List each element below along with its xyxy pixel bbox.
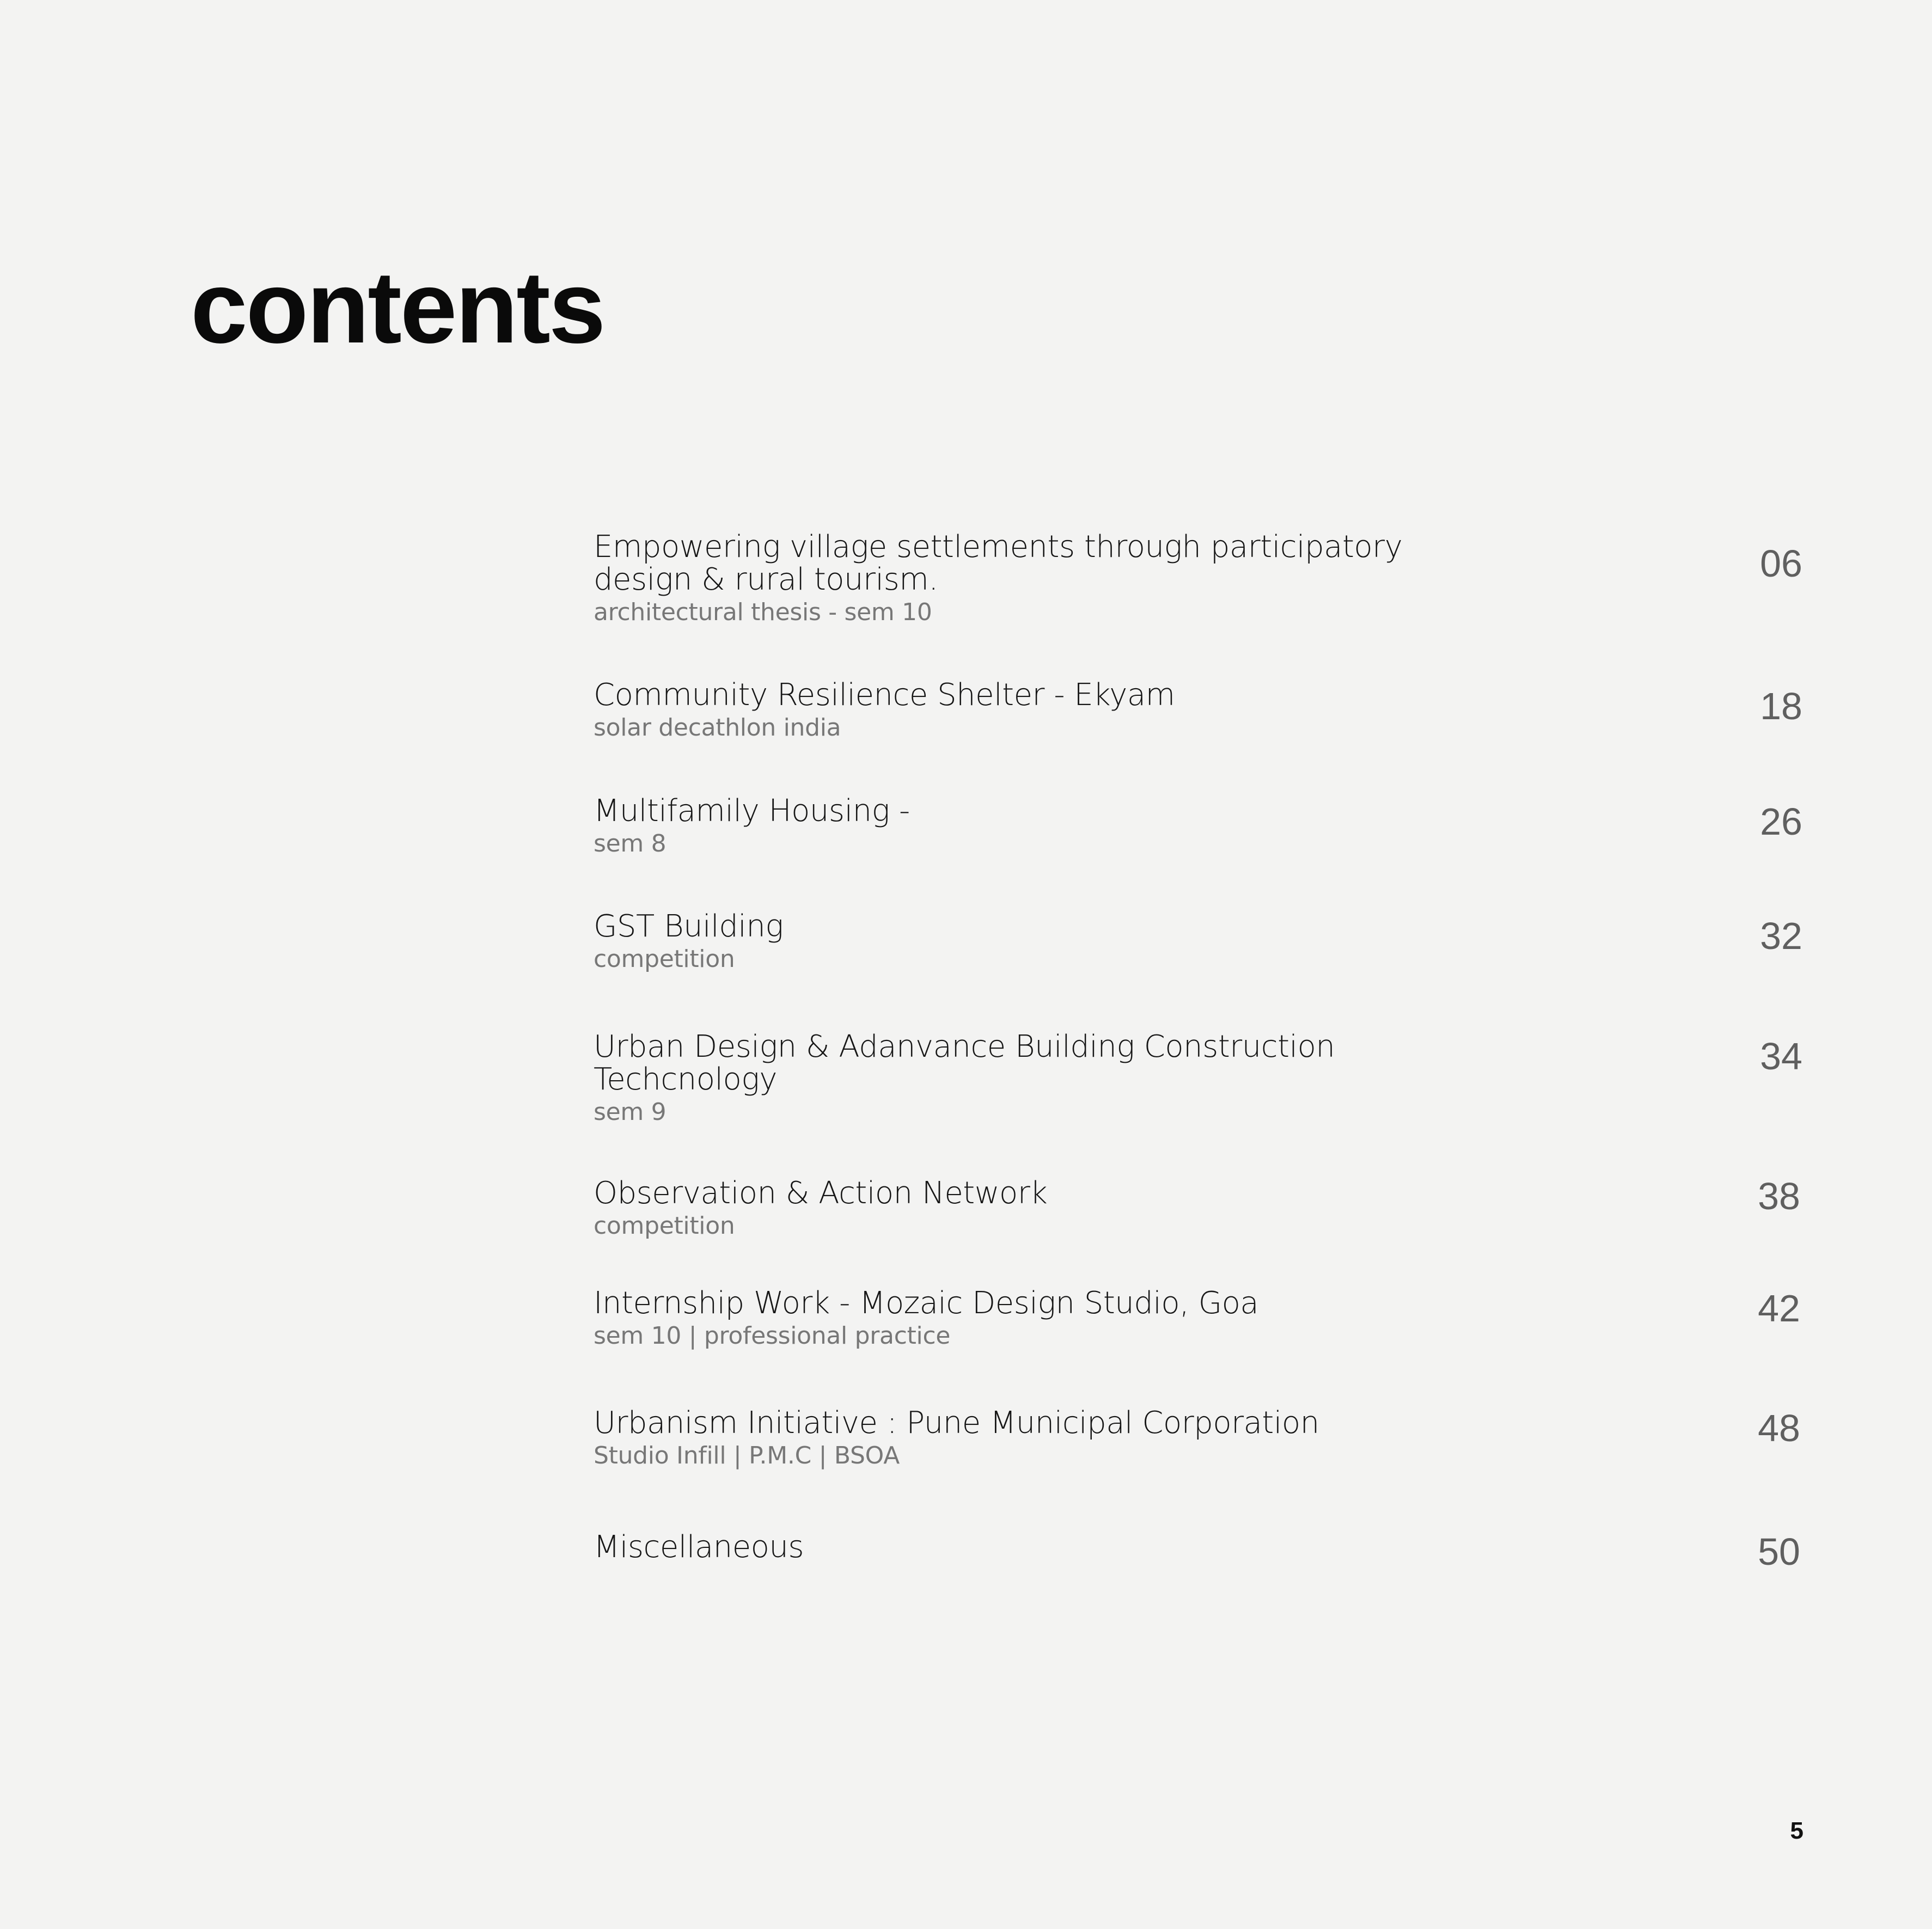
toc-entry-title: Multifamily Housing - (594, 793, 910, 829)
toc-entry[interactable] (594, 679, 1802, 744)
toc-entry-subtitle: Studio Infill | P.M.C | BSOA (594, 1442, 900, 1469)
toc-entry[interactable] (594, 1407, 1802, 1472)
toc-entry-page: 32 (1760, 915, 1802, 957)
toc-entry-subtitle: competition (594, 945, 735, 973)
toc-entry[interactable] (594, 531, 1802, 629)
toc-entry-title: Internship Work - Mozaic Design Studio, Goa (594, 1285, 1259, 1321)
toc-entry-title: Community Resilience Shelter - Ekyam (594, 677, 1175, 713)
page-title: contents (191, 250, 604, 364)
toc-entry-page: 38 (1758, 1175, 1800, 1217)
toc-entry-page: 42 (1758, 1287, 1800, 1330)
toc-entry-title: Urbanism Initiative : Pune Municipal Corporation (594, 1405, 1319, 1441)
toc-entry[interactable] (594, 1529, 1802, 1573)
toc-entry-title: Miscellaneous (594, 1529, 804, 1565)
toc-entry-title: Urban Design & Adanvance Building Construction Techcnology (594, 1029, 1335, 1097)
toc-entry-subtitle: competition (594, 1212, 735, 1240)
toc-entry-subtitle: sem 10 | professional practice (594, 1322, 951, 1350)
toc-entry[interactable] (594, 1177, 1802, 1242)
toc-entry-page: 26 (1760, 800, 1802, 843)
toc-entry-subtitle: sem 8 (594, 830, 667, 858)
toc-entry[interactable] (594, 1287, 1802, 1352)
toc-entry-page: 06 (1760, 542, 1802, 585)
toc-entry-page: 34 (1760, 1035, 1802, 1077)
toc-entry-title: Observation & Action Network (594, 1175, 1048, 1211)
toc-entry-title: GST Building (594, 909, 784, 944)
toc-entry-page: 48 (1758, 1407, 1800, 1449)
toc-entry[interactable] (594, 1031, 1802, 1129)
toc-entry-subtitle: solar decathlon india (594, 714, 841, 742)
page-number: 5 (1790, 1817, 1803, 1844)
toc-entry-page: 18 (1760, 685, 1802, 727)
toc-entry[interactable] (594, 910, 1802, 976)
toc-entry-title: Empowering village settlements through participatory design & rural tourism. (594, 529, 1403, 597)
toc-entry[interactable] (594, 795, 1802, 860)
toc-entry-subtitle: sem 9 (594, 1098, 667, 1126)
toc-entry-subtitle: architectural thesis - sem 10 (594, 598, 932, 626)
toc-entry-page: 50 (1758, 1530, 1800, 1573)
